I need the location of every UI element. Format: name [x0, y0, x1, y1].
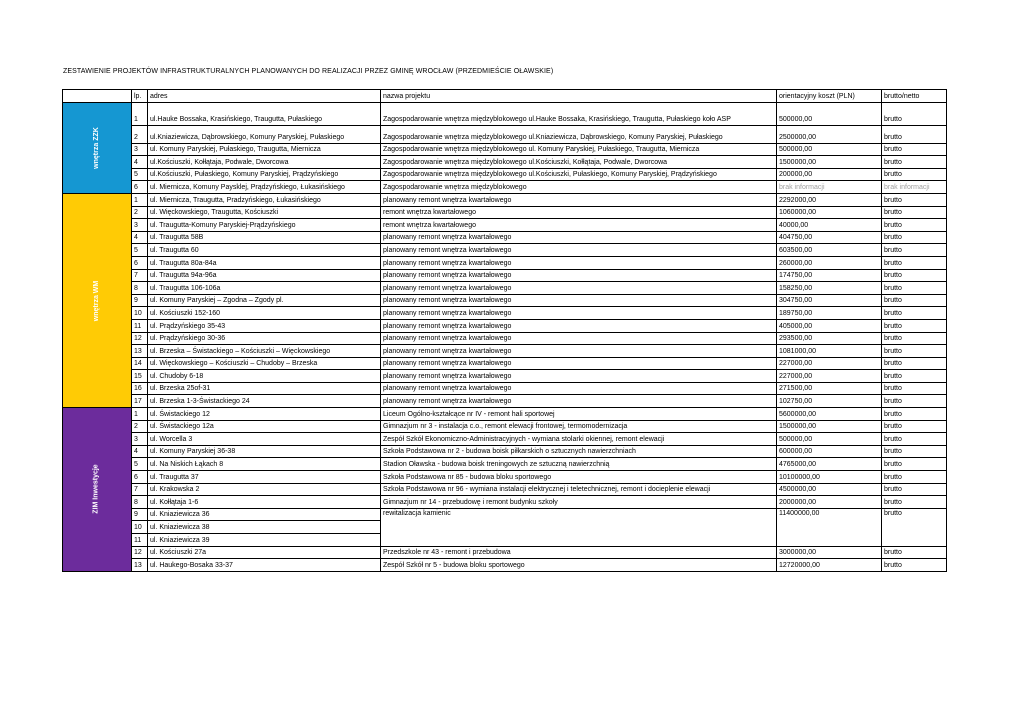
- group-zzk-label: wnętrza ZZK: [93, 126, 100, 169]
- cell-koszt: 11400000,00: [777, 508, 882, 546]
- table-row: [63, 219, 947, 232]
- table-row: [63, 244, 947, 257]
- table-row: [63, 471, 947, 484]
- cell-nazwa: planowany remont wnętrza kwartałowego: [381, 193, 777, 206]
- cell-koszt: brak informacji: [777, 181, 882, 194]
- table-row: [63, 332, 947, 345]
- cell-adres: ul. Chudoby 6-18: [148, 370, 381, 383]
- cell-brutto: brutto: [882, 408, 947, 421]
- cell-brutto: brutto: [882, 357, 947, 370]
- cell-lp: 9: [132, 508, 148, 521]
- cell-koszt: 603500,00: [777, 244, 882, 257]
- group-wm-label: wnętrza WM: [92, 280, 100, 321]
- table-row: [63, 231, 947, 244]
- table-row: [63, 143, 947, 156]
- cell-lp: 2: [132, 126, 148, 144]
- cell-koszt: 4500000,00: [777, 483, 882, 496]
- table-row: [63, 433, 947, 446]
- table-row: [63, 193, 947, 206]
- cell-koszt: 600000,00: [777, 445, 882, 458]
- cell-koszt: 40000,00: [777, 219, 882, 232]
- cell-lp: 5: [132, 458, 148, 471]
- cell-nazwa: Liceum Ogólno-kształcące nr IV - remont hali sportowej: [381, 408, 777, 421]
- cell-koszt: 4765000,00: [777, 458, 882, 471]
- table-row: [63, 445, 947, 458]
- cell-adres: ul. Kniaziewicza 39: [148, 534, 381, 547]
- cell-nazwa: remont wnętrza kwartałowego: [381, 219, 777, 232]
- cell-adres: ul. Prądzyńskiego 35-43: [148, 319, 381, 332]
- cell-koszt: 3000000,00: [777, 546, 882, 559]
- table-row: [63, 382, 947, 395]
- table-row: [63, 269, 947, 282]
- cell-brutto: brutto: [882, 370, 947, 383]
- cell-lp: 6: [132, 181, 148, 194]
- cell-brutto: brutto: [882, 382, 947, 395]
- cell-nazwa: Zagospodarowanie wnętrza międzyblokowego ul.Kniaziewicza, Dąbrowskiego, Komuny Paryskiej, Pułaskiego: [381, 126, 777, 144]
- cell-nazwa: rewitalizacja kamienic: [381, 508, 777, 546]
- cell-lp: 1: [132, 193, 148, 206]
- cell-nazwa: Zespół Szkół nr 5 - budowa bloku sportowego: [381, 559, 777, 572]
- cell-koszt: 500000,00: [777, 433, 882, 446]
- cell-brutto: brutto: [882, 559, 947, 572]
- cell-nazwa: Zagospodarowanie wnętrza międzyblokowego ul.Hauke Bossaka, Krasińskiego, Traugutta, Pułaskiego koło ASP: [381, 102, 777, 126]
- group-zzk-label-cell: [63, 102, 132, 193]
- header-koszt: orientacyjny koszt (PLN): [777, 90, 882, 103]
- cell-koszt: 1081000,00: [777, 345, 882, 358]
- table-row: [63, 559, 947, 572]
- cell-adres: ul. Traugutta 60: [148, 244, 381, 257]
- cell-brutto: brutto: [882, 508, 947, 546]
- cell-brutto: brutto: [882, 193, 947, 206]
- cell-koszt: 1060000,00: [777, 206, 882, 219]
- cell-adres: ul. Miernicza, Traugutta, Pradzyńskiego, Łukasińskiego: [148, 193, 381, 206]
- cell-adres: ul. Brzeska 1-3-Świstackiego 24: [148, 395, 381, 408]
- cell-lp: 3: [132, 433, 148, 446]
- cell-nazwa: planowany remont wnętrza kwartałowego: [381, 319, 777, 332]
- group-zim-label: ZIM Inwestycje: [93, 464, 100, 515]
- cell-lp: 6: [132, 256, 148, 269]
- cell-lp: 4: [132, 231, 148, 244]
- cell-brutto: brutto: [882, 294, 947, 307]
- cell-nazwa: Szkoła Podstawowa nr 85 - budowa bloku sportowego: [381, 471, 777, 484]
- table-row: [63, 508, 947, 521]
- table-row: [63, 206, 947, 219]
- table-row: [63, 294, 947, 307]
- cell-nazwa: planowany remont wnętrza kwartałowego: [381, 382, 777, 395]
- cell-brutto: brutto: [882, 143, 947, 156]
- table-row: [63, 345, 947, 358]
- cell-lp: 1: [132, 102, 148, 126]
- table-row: [63, 483, 947, 496]
- cell-adres: ul. Brzeska – Świstackiego – Kościuszki – Więckowskiego: [148, 345, 381, 358]
- cell-nazwa: planowany remont wnętrza kwartałowego: [381, 395, 777, 408]
- cell-nazwa: Szkoła Podstawowa nr 96 - wymiana instalacji elektrycznej i teletechnicznej, remont i docieplenie elewacji: [381, 483, 777, 496]
- cell-nazwa: planowany remont wnętrza kwartałowego: [381, 370, 777, 383]
- cell-adres: ul.Hauke Bossaka, Krasińskiego, Traugutta, Pułaskiego: [148, 102, 381, 126]
- cell-lp: 10: [132, 521, 148, 534]
- cell-adres: ul. Traugutta 106-106a: [148, 282, 381, 295]
- cell-adres: ul. Haukego-Bosaka 33-37: [148, 559, 381, 572]
- cell-nazwa: Gimnazjum nr 14 - przebudowę i remont budynku szkoły: [381, 496, 777, 509]
- cell-nazwa: planowany remont wnętrza kwartałowego: [381, 231, 777, 244]
- cell-adres: ul. Komuny Paryskiej 36-38: [148, 445, 381, 458]
- cell-koszt: 500000,00: [777, 143, 882, 156]
- cell-koszt: 102750,00: [777, 395, 882, 408]
- cell-adres: ul. Więckowskiego – Kościuszki – Chudoby – Brzeska: [148, 357, 381, 370]
- cell-koszt: 2292000,00: [777, 193, 882, 206]
- header-group-cell: [63, 90, 132, 103]
- table-row: [63, 420, 947, 433]
- table-row: [63, 256, 947, 269]
- cell-adres: ul. Kościuszki 27a: [148, 546, 381, 559]
- cell-brutto: brutto: [882, 219, 947, 232]
- cell-koszt: 2000000,00: [777, 496, 882, 509]
- header-adres: adres: [148, 90, 381, 103]
- cell-adres: ul.Kościuszki, Pułaskiego, Komuny Paryskiej, Prądzyńskiego: [148, 168, 381, 181]
- cell-lp: 3: [132, 143, 148, 156]
- cell-adres: ul.Kościuszki, Kołłątaja, Podwale, Dworcowa: [148, 156, 381, 169]
- cell-adres: ul. Traugutta-Komuny Paryskiej-Prądzyńskiego: [148, 219, 381, 232]
- cell-adres: ul. Prądzyńskiego 30-36: [148, 332, 381, 345]
- cell-koszt: 174750,00: [777, 269, 882, 282]
- table-row: [63, 181, 947, 194]
- cell-lp: 9: [132, 294, 148, 307]
- table-row: [63, 102, 947, 126]
- cell-lp: 13: [132, 559, 148, 572]
- cell-brutto: brutto: [882, 433, 947, 446]
- group-zim-label-cell: [63, 408, 132, 572]
- cell-koszt: 500000,00: [777, 102, 882, 126]
- table-row: [63, 395, 947, 408]
- cell-nazwa: remont wnętrza kwartałowego: [381, 206, 777, 219]
- cell-nazwa: planowany remont wnętrza kwartałowego: [381, 269, 777, 282]
- cell-brutto: brutto: [882, 102, 947, 126]
- cell-nazwa: Przedszkole nr 43 - remont i przebudowa: [381, 546, 777, 559]
- cell-koszt: 10100000,00: [777, 471, 882, 484]
- cell-lp: 11: [132, 534, 148, 547]
- cell-adres: ul. Brzeska 25of-31: [148, 382, 381, 395]
- cell-nazwa: planowany remont wnętrza kwartałowego: [381, 357, 777, 370]
- cell-lp: 5: [132, 244, 148, 257]
- cell-brutto: brutto: [882, 126, 947, 144]
- cell-koszt: 5600000,00: [777, 408, 882, 421]
- cell-adres: ul.Kniaziewicza, Dąbrowskiego, Komuny Paryskiej, Pułaskiego: [148, 126, 381, 144]
- cell-adres: ul. Traugutta 94a-96a: [148, 269, 381, 282]
- cell-lp: 2: [132, 420, 148, 433]
- cell-lp: 11: [132, 319, 148, 332]
- cell-nazwa: planowany remont wnętrza kwartałowego: [381, 345, 777, 358]
- cell-brutto: brutto: [882, 206, 947, 219]
- cell-koszt: 271500,00: [777, 382, 882, 395]
- cell-brutto: brutto: [882, 244, 947, 257]
- cell-koszt: 158250,00: [777, 282, 882, 295]
- table-row: [63, 370, 947, 383]
- cell-brutto: brutto: [882, 395, 947, 408]
- cell-adres: ul. Kniaziewicza 36: [148, 508, 381, 521]
- cell-koszt: 12720000,00: [777, 559, 882, 572]
- header-lp: lp.: [132, 90, 148, 103]
- cell-lp: 5: [132, 168, 148, 181]
- cell-nazwa: Szkoła Podstawowa nr 2 - budowa boisk piłkarskich o sztucznych nawierzchniach: [381, 445, 777, 458]
- cell-lp: 17: [132, 395, 148, 408]
- cell-adres: ul. Świstackiego 12a: [148, 420, 381, 433]
- cell-nazwa: planowany remont wnętrza kwartałowego: [381, 282, 777, 295]
- cell-brutto: brutto: [882, 168, 947, 181]
- cell-koszt: 2500000,00: [777, 126, 882, 144]
- table-row: [63, 546, 947, 559]
- cell-koszt: 189750,00: [777, 307, 882, 320]
- table-row: [63, 307, 947, 320]
- cell-adres: ul. Kniaziewicza 38: [148, 521, 381, 534]
- projects-table: [62, 89, 947, 572]
- cell-lp: 6: [132, 471, 148, 484]
- cell-adres: ul. Komuny Paryskiej – Zgodna – Zgody pl.: [148, 294, 381, 307]
- cell-lp: 7: [132, 269, 148, 282]
- document-title: ZESTAWIENIE PROJEKTÓW INFRASTRUKTURALNYCH PLANOWANYCH DO REALIZACJI PRZEZ GMINĘ WROCŁAW (PRZEDMIEŚCIE OŁAWSKIE): [63, 68, 554, 75]
- cell-brutto: brutto: [882, 269, 947, 282]
- cell-koszt: 304750,00: [777, 294, 882, 307]
- cell-adres: ul. Świstackiego 12: [148, 408, 381, 421]
- cell-koszt: 404750,00: [777, 231, 882, 244]
- cell-lp: 4: [132, 156, 148, 169]
- cell-koszt: 293500,00: [777, 332, 882, 345]
- cell-lp: 14: [132, 357, 148, 370]
- table-row: [63, 357, 947, 370]
- cell-lp: 1: [132, 408, 148, 421]
- cell-koszt: 1500000,00: [777, 156, 882, 169]
- cell-brutto: brutto: [882, 546, 947, 559]
- table-row: [63, 319, 947, 332]
- cell-lp: 16: [132, 382, 148, 395]
- header-row: [63, 90, 947, 103]
- cell-brutto: brutto: [882, 483, 947, 496]
- cell-brutto: brak informacji: [882, 181, 947, 194]
- cell-lp: 15: [132, 370, 148, 383]
- cell-adres: ul. Miernicza, Komuny Paysklej, Prądzyńskiego, Łukasińskiego: [148, 181, 381, 194]
- cell-adres: ul. Traugutta 58B: [148, 231, 381, 244]
- cell-koszt: 405000,00: [777, 319, 882, 332]
- cell-brutto: brutto: [882, 332, 947, 345]
- cell-brutto: brutto: [882, 307, 947, 320]
- cell-adres: ul. Na Niskich Łąkach 8: [148, 458, 381, 471]
- cell-nazwa: Zespół Szkół Ekonomiczno-Administracyjnych - wymiana stolarki okiennej, remont elewacji: [381, 433, 777, 446]
- cell-nazwa: Zagospodarowanie wnętrza międzyblokowego: [381, 181, 777, 194]
- cell-nazwa: planowany remont wnętrza kwartałowego: [381, 244, 777, 257]
- table-row: [63, 408, 947, 421]
- group-wm-label-cell: [63, 193, 132, 407]
- cell-adres: ul. Traugutta 80a-84a: [148, 256, 381, 269]
- cell-koszt: 1500000,00: [777, 420, 882, 433]
- table-row: [63, 156, 947, 169]
- cell-lp: 8: [132, 496, 148, 509]
- cell-nazwa: Gimnazjum nr 3 - instalacja c.o., remont elewacji frontowej, termomodernizacja: [381, 420, 777, 433]
- cell-koszt: 200000,00: [777, 168, 882, 181]
- table-row: [63, 168, 947, 181]
- cell-brutto: brutto: [882, 420, 947, 433]
- cell-lp: 8: [132, 282, 148, 295]
- cell-brutto: brutto: [882, 319, 947, 332]
- cell-brutto: brutto: [882, 458, 947, 471]
- cell-lp: 13: [132, 345, 148, 358]
- cell-brutto: brutto: [882, 282, 947, 295]
- cell-adres: ul. Kołłątaja 1-6: [148, 496, 381, 509]
- cell-nazwa: planowany remont wnętrza kwartałowego: [381, 332, 777, 345]
- table-row: [63, 282, 947, 295]
- cell-brutto: brutto: [882, 231, 947, 244]
- cell-nazwa: planowany remont wnętrza kwartałowego: [381, 256, 777, 269]
- cell-brutto: brutto: [882, 471, 947, 484]
- header-nazwa: nazwa projektu: [381, 90, 777, 103]
- table-row: [63, 496, 947, 509]
- cell-lp: 4: [132, 445, 148, 458]
- cell-lp: 12: [132, 546, 148, 559]
- cell-brutto: brutto: [882, 496, 947, 509]
- cell-brutto: brutto: [882, 445, 947, 458]
- cell-lp: 2: [132, 206, 148, 219]
- cell-adres: ul. Więckowskiego, Traugutta, Kościuszki: [148, 206, 381, 219]
- cell-brutto: brutto: [882, 256, 947, 269]
- cell-lp: 7: [132, 483, 148, 496]
- cell-nazwa: Zagospodarowanie wnętrza międzyblokowego ul.Kościuszki, Kołłątaja, Podwale, Dworcowa: [381, 156, 777, 169]
- table-row: [63, 126, 947, 144]
- cell-nazwa: planowany remont wnętrza kwartałowego: [381, 294, 777, 307]
- cell-adres: ul. Kościuszki 152-160: [148, 307, 381, 320]
- cell-adres: ul. Worcella 3: [148, 433, 381, 446]
- cell-adres: ul. Krakowska 2: [148, 483, 381, 496]
- cell-brutto: brutto: [882, 156, 947, 169]
- cell-koszt: 260000,00: [777, 256, 882, 269]
- cell-koszt: 227000,00: [777, 357, 882, 370]
- cell-nazwa: Stadion Oławska - budowa boisk treningowych ze sztuczną nawierzchnią: [381, 458, 777, 471]
- cell-nazwa: planowany remont wnętrza kwartałowego: [381, 307, 777, 320]
- cell-nazwa: Zagospodarowanie wnętrza międzyblokowego ul.Kościuszki, Pułaskiego, Komuny Paryskiej, Prądzyńskiego: [381, 168, 777, 181]
- cell-adres: ul. Komuny Paryskiej, Pułaskiego, Traugutta, Miernicza: [148, 143, 381, 156]
- table-row: [63, 458, 947, 471]
- cell-lp: 3: [132, 219, 148, 232]
- cell-lp: 10: [132, 307, 148, 320]
- cell-nazwa: Zagospodarowanie wnętrza międzyblokowego ul. Komuny Paryskiej, Pułaskiego, Traugutta, Miernicza: [381, 143, 777, 156]
- cell-lp: 12: [132, 332, 148, 345]
- cell-adres: ul. Traugutta 37: [148, 471, 381, 484]
- cell-brutto: brutto: [882, 345, 947, 358]
- header-brutto: brutto/netto: [882, 90, 947, 103]
- cell-koszt: 227000,00: [777, 370, 882, 383]
